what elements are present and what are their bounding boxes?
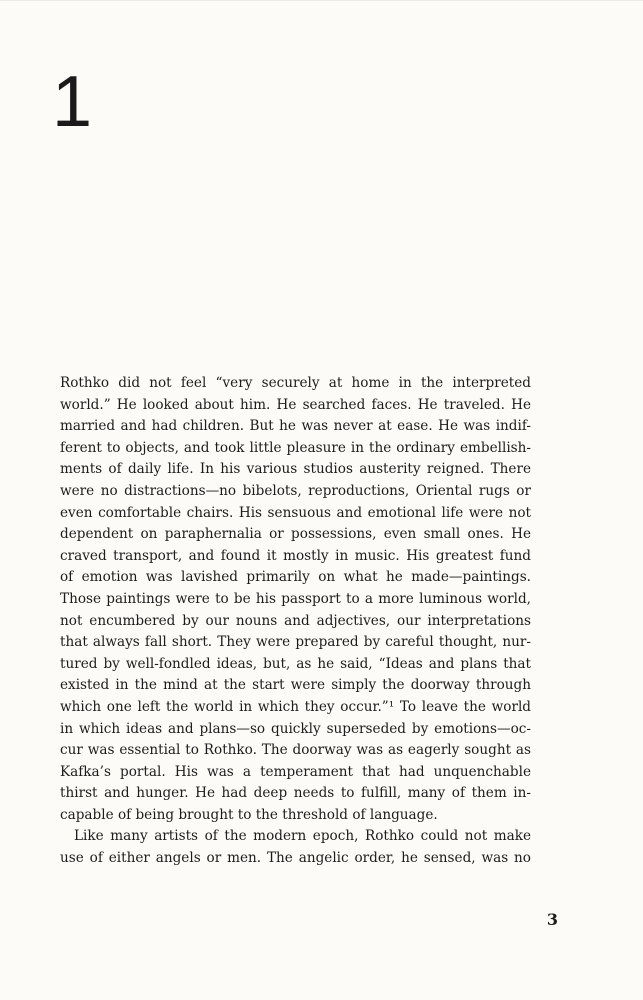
text-line: even comfortable chairs. His sensuous and emotional life were not — [60, 504, 531, 521]
top-edge-rule — [0, 0, 643, 1]
text-line: thirst and hunger. He had deep needs to fulfill, many of them in- — [60, 785, 531, 802]
text-line: not encumbered by our nouns and adjectives, our interpretations — [60, 612, 531, 629]
paragraph — [60, 826, 531, 869]
text-line: Like many artists of the modern epoch, Rothko could not make — [74, 828, 531, 845]
text-line: ments of daily life. In his various studios austerity reigned. There — [60, 461, 531, 478]
body-text — [60, 373, 531, 870]
text-line: Those paintings were to be his passport to a more luminous world, — [60, 590, 531, 607]
text-line: Rothko did not feel “very securely at home in the interpreted — [60, 375, 531, 391]
chapter-number: 1 — [52, 62, 93, 142]
text-line: Kafka’s portal. His was a temperament that had unquenchable — [60, 763, 531, 780]
text-line: ferent to objects, and took little pleasure in the ordinary embellish- — [60, 439, 531, 456]
text-line: cur was essential to Rothko. The doorway was as eagerly sought as — [60, 742, 531, 759]
paragraph — [60, 373, 531, 826]
text-line: capable of being brought to the threshold of language. — [60, 806, 438, 823]
text-line: existed in the mind at the start were simply the doorway through — [60, 677, 531, 694]
text-line: world.” He looked about him. He searched faces. He traveled. He — [60, 396, 531, 413]
page-number: 3 — [546, 910, 558, 929]
text-line: craved transport, and found it mostly in music. His greatest fund — [60, 547, 531, 564]
text-line: tured by well-fondled ideas, but, as he said, “Ideas and plans that — [60, 655, 531, 672]
text-line: dependent on paraphernalia or possessions, even small ones. He — [60, 526, 531, 543]
text-line: which one left the world in which they occur.”¹ To leave the world — [60, 698, 531, 715]
text-line: in which ideas and plans—so quickly superseded by emotions—oc- — [60, 720, 531, 737]
text-line: use of either angels or men. The angelic order, he sensed, was no — [60, 850, 531, 867]
text-line: married and had children. But he was never at ease. He was indif- — [60, 418, 531, 435]
text-line: that always fall short. They were prepared by careful thought, nur- — [60, 634, 531, 651]
text-line: of emotion was lavished primarily on what he made—paintings. — [60, 569, 531, 586]
text-line: were no distractions—no bibelots, reproductions, Oriental rugs or — [60, 482, 531, 499]
